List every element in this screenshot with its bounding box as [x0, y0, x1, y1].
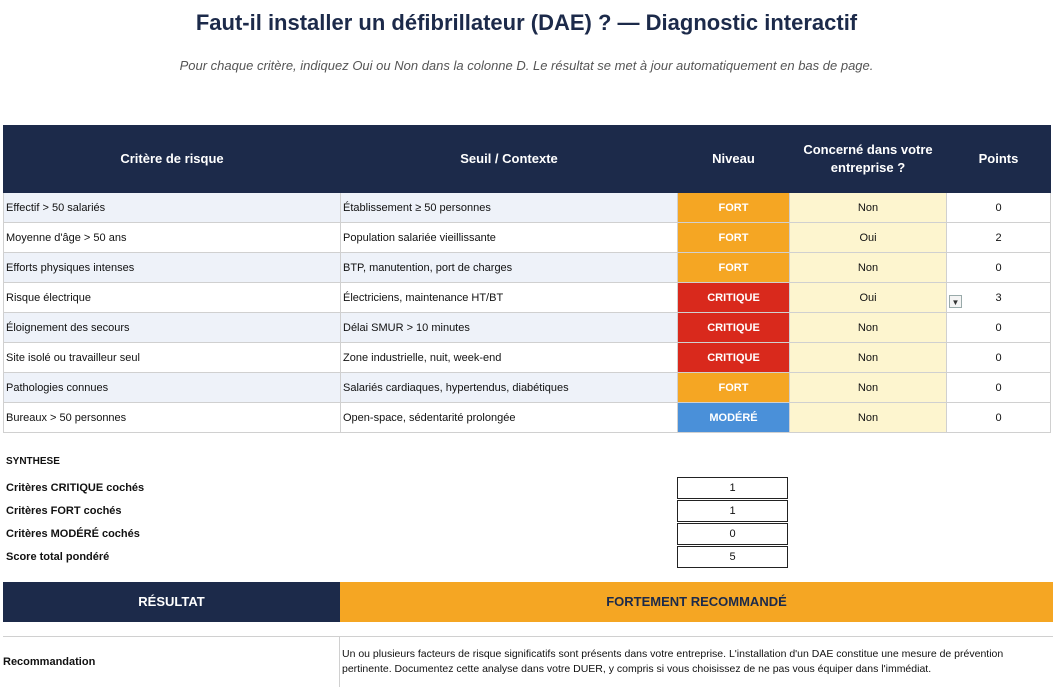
answer-cell-selected[interactable]: Oui — [790, 283, 947, 313]
context-cell: Électriciens, maintenance HT/BT — [341, 283, 678, 313]
recommendation-label: Recommandation — [3, 656, 96, 668]
synthese-label-score: Score total pondéré — [6, 551, 110, 563]
synthese-label-fort: Critères FORT cochés — [6, 505, 122, 517]
criterion-cell: Bureaux > 50 personnes — [4, 403, 341, 433]
level-badge: FORT — [678, 193, 790, 223]
answer-cell[interactable]: Non — [790, 343, 947, 373]
table-row — [4, 403, 1051, 433]
synthese-value-score: 5 — [677, 546, 788, 568]
result-value: FORTEMENT RECOMMANDÉ — [340, 582, 1053, 622]
points-cell: 0 — [947, 343, 1051, 373]
chevron-down-icon[interactable]: ▼ — [949, 295, 962, 308]
context-cell: Zone industrielle, nuit, week-end — [341, 343, 678, 373]
level-badge: FORT — [678, 223, 790, 253]
criterion-cell: Efforts physiques intenses — [4, 253, 341, 283]
answer-cell[interactable]: Non — [790, 403, 947, 433]
context-cell: Open-space, sédentarité prolongée — [341, 403, 678, 433]
answer-cell[interactable]: Non — [790, 193, 947, 223]
table-row — [4, 193, 1051, 223]
synthese-label-critique: Critères CRITIQUE cochés — [6, 482, 145, 494]
context-cell: Délai SMUR > 10 minutes — [341, 313, 678, 343]
level-badge: CRITIQUE — [678, 343, 790, 373]
context-cell: Population salariée vieillissante — [341, 223, 678, 253]
answer-cell[interactable]: Non — [790, 253, 947, 283]
context-cell: Salariés cardiaques, hypertendus, diabétiques — [341, 373, 678, 403]
table-row — [4, 253, 1051, 283]
page-title: Faut-il installer un défibrillateur (DAE) ? — Diagnostic interactif — [195, 10, 858, 35]
level-badge: CRITIQUE — [678, 313, 790, 343]
synthese-heading: SYNTHESE — [6, 456, 60, 467]
criterion-cell: Moyenne d'âge > 50 ans — [4, 223, 341, 253]
level-badge: MODÉRÉ — [678, 403, 790, 433]
points-value: 3 — [995, 291, 1002, 304]
points-cell: 0 — [947, 313, 1051, 343]
synthese-value-modere: 0 — [677, 523, 788, 545]
points-cell: 0 — [947, 403, 1051, 433]
points-cell: 2 — [947, 223, 1051, 253]
header-context: Seuil / Contexte — [341, 126, 678, 193]
criterion-cell: Site isolé ou travailleur seul — [4, 343, 341, 373]
synthese-value-fort: 1 — [677, 500, 788, 522]
synthese-value-critique: 1 — [677, 477, 788, 499]
synthese-label-modere: Critères MODÉRÉ cochés — [6, 528, 140, 540]
answer-cell[interactable]: Oui — [790, 223, 947, 253]
points-cell: 0 — [947, 193, 1051, 223]
criterion-cell: Risque électrique — [4, 283, 341, 313]
points-cell: 0 — [947, 253, 1051, 283]
header-level: Niveau — [678, 126, 790, 193]
header-criterion: Critère de risque — [4, 126, 341, 193]
criterion-cell: Effectif > 50 salariés — [4, 193, 341, 223]
page-subtitle: Pour chaque critère, indiquez Oui ou Non dans la colonne D. Le résultat se met à jour automatiquement en bas de page. — [179, 58, 874, 73]
criterion-cell: Pathologies connues — [4, 373, 341, 403]
table-row — [4, 343, 1051, 373]
context-cell: BTP, manutention, port de charges — [341, 253, 678, 283]
context-cell: Établissement ≥ 50 personnes — [341, 193, 678, 223]
recommendation-divider — [339, 636, 340, 687]
points-cell: 0 — [947, 373, 1051, 403]
table-header-row — [4, 126, 1051, 193]
level-badge: FORT — [678, 253, 790, 283]
level-badge: CRITIQUE — [678, 283, 790, 313]
criteria-table — [3, 125, 1051, 433]
header-answer: Concerné dans votre entreprise ? — [790, 126, 947, 193]
recommendation-text: Un ou plusieurs facteurs de risque significatifs sont présents dans votre entreprise. L'installation d'un DAE constitue une mesure de prévention pertinente. Documentez cette analyse dans votre DUER, y compris si vous choisissez de ne pas vous équiper dans l'immédiat. — [342, 648, 1004, 675]
answer-cell[interactable]: Non — [790, 373, 947, 403]
table-row — [4, 283, 1051, 313]
criterion-cell: Éloignement des secours — [4, 313, 341, 343]
level-badge: FORT — [678, 373, 790, 403]
answer-cell[interactable]: Non — [790, 313, 947, 343]
table-row — [4, 223, 1051, 253]
header-points: Points — [947, 126, 1051, 193]
table-row — [4, 313, 1051, 343]
table-row — [4, 373, 1051, 403]
points-cell — [947, 283, 1051, 313]
result-label: RÉSULTAT — [3, 582, 340, 622]
